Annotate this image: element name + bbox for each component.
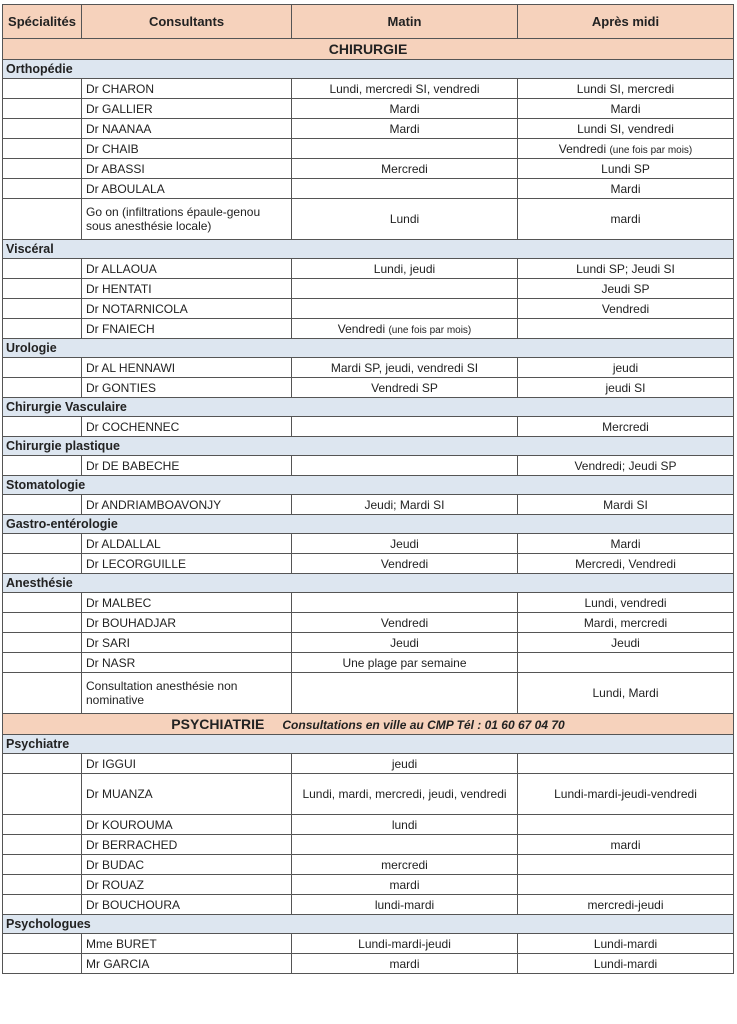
- consultant-name: Dr AL HENNAWI: [82, 358, 292, 378]
- consultant-name: Dr KOUROUMA: [82, 815, 292, 835]
- consultant-name: Dr NASR: [82, 653, 292, 673]
- consultant-name: Dr ROUAZ: [82, 875, 292, 895]
- table-row: [3, 774, 734, 815]
- matin-value: Vendredi: [337, 321, 386, 336]
- consultant-name: Dr DE BABECHE: [82, 456, 292, 476]
- header-consultants: Consultants: [82, 5, 292, 39]
- consultant-name: Dr SARI: [82, 633, 292, 653]
- matin-cell: Vendredi SP: [292, 378, 518, 398]
- matin-cell: mercredi: [292, 855, 518, 875]
- apres-midi-cell: [518, 855, 734, 875]
- matin-cell: [292, 139, 518, 159]
- section-psychiatrie: [3, 714, 734, 735]
- apres-midi-cell: Lundi-mardi: [518, 934, 734, 954]
- consultant-name: Dr GONTIES: [82, 378, 292, 398]
- apres-midi-cell: [518, 815, 734, 835]
- consultant-name: Dr BERRACHED: [82, 835, 292, 855]
- table-row: [3, 495, 734, 515]
- matin-cell: [292, 319, 518, 339]
- apres-midi-cell: Mercredi: [518, 417, 734, 437]
- matin-cell: mardi: [292, 875, 518, 895]
- matin-cell: [292, 456, 518, 476]
- specialty-anesthesie: [3, 574, 734, 593]
- specialty-stomatologie: [3, 476, 734, 495]
- consultant-name: Dr BOUCHOURA: [82, 895, 292, 915]
- section-title-psychiatrie: PSYCHIATRIE: [171, 716, 265, 732]
- apres-midi-cell: Lundi-mardi-jeudi-vendredi: [518, 774, 734, 815]
- table-row: [3, 835, 734, 855]
- table-row: [3, 159, 734, 179]
- apres-midi-cell: Mardi: [518, 99, 734, 119]
- matin-cell: [292, 835, 518, 855]
- matin-cell: Lundi-mardi-jeudi: [292, 934, 518, 954]
- table-row: [3, 79, 734, 99]
- section-subtitle-psychiatrie: Consultations en ville au CMP Tél : 01 60 67 04 70: [282, 718, 565, 732]
- matin-cell: Vendredi: [292, 613, 518, 633]
- consultant-name: Dr ANDRIAMBOAVONJY: [82, 495, 292, 515]
- specialty-label: Viscéral: [3, 240, 734, 259]
- section-chirurgie: [3, 39, 734, 60]
- consultant-name: Dr IGGUI: [82, 754, 292, 774]
- apres-midi-cell: jeudi SI: [518, 378, 734, 398]
- consultant-name: Dr MALBEC: [82, 593, 292, 613]
- apres-midi-cell: Jeudi: [518, 633, 734, 653]
- table-row: [3, 875, 734, 895]
- apres-midi-cell: mardi: [518, 835, 734, 855]
- table-row: [3, 815, 734, 835]
- consultant-name: Dr BUDAC: [82, 855, 292, 875]
- matin-cell: Mardi: [292, 119, 518, 139]
- specialty-label: Anesthésie: [3, 574, 734, 593]
- consultant-name: Dr GALLIER: [82, 99, 292, 119]
- specialty-label: Psychiatre: [3, 735, 734, 754]
- header-row: [3, 5, 734, 39]
- table-row: [3, 855, 734, 875]
- matin-cell: [292, 417, 518, 437]
- header-matin: Matin: [292, 5, 518, 39]
- specialty-visceral: [3, 240, 734, 259]
- consultant-name: Dr FNAIECH: [82, 319, 292, 339]
- apres-midi-cell: Jeudi SP: [518, 279, 734, 299]
- apres-midi-cell: [518, 139, 734, 159]
- matin-cell: Vendredi: [292, 554, 518, 574]
- specialty-chirurgie-plastique: [3, 437, 734, 456]
- matin-cell: Lundi: [292, 199, 518, 240]
- matin-cell: [292, 299, 518, 319]
- matin-cell: Mardi SP, jeudi, vendredi SI: [292, 358, 518, 378]
- consultant-name: Dr CHARON: [82, 79, 292, 99]
- table-row: [3, 119, 734, 139]
- consultant-name: Dr ABOULALA: [82, 179, 292, 199]
- specialty-psychologues: [3, 915, 734, 934]
- apres-midi-cell: [518, 875, 734, 895]
- specialty-label: Psychologues: [3, 915, 734, 934]
- matin-cell: Jeudi: [292, 633, 518, 653]
- specialty-gastro-enterologie: [3, 515, 734, 534]
- matin-cell: Lundi, mercredi SI, vendredi: [292, 79, 518, 99]
- apres-midi-cell: Lundi SP: [518, 159, 734, 179]
- apres-midi-cell: Vendredi; Jeudi SP: [518, 456, 734, 476]
- apres-midi-cell: Mardi SI: [518, 495, 734, 515]
- specialty-orthopedie: [3, 60, 734, 79]
- specialty-label: Chirurgie Vasculaire: [3, 398, 734, 417]
- apres-midi-cell: Vendredi: [518, 299, 734, 319]
- table-row: [3, 199, 734, 240]
- apres-midi-cell: Mercredi, Vendredi: [518, 554, 734, 574]
- apres-midi-cell: [518, 754, 734, 774]
- matin-cell: Mardi: [292, 99, 518, 119]
- matin-cell: lundi: [292, 815, 518, 835]
- matin-cell: [292, 279, 518, 299]
- consultant-name: Mme BURET: [82, 934, 292, 954]
- consultant-name: Dr ABASSI: [82, 159, 292, 179]
- specialty-label: Orthopédie: [3, 60, 734, 79]
- matin-cell: Lundi, mardi, mercredi, jeudi, vendredi: [292, 774, 518, 815]
- matin-cell: lundi-mardi: [292, 895, 518, 915]
- consultant-name: Dr NAANAA: [82, 119, 292, 139]
- table-row: [3, 554, 734, 574]
- apres-midi-cell: Lundi SI, mercredi: [518, 79, 734, 99]
- table-row: [3, 954, 734, 974]
- table-row: [3, 378, 734, 398]
- matin-cell: Jeudi; Mardi SI: [292, 495, 518, 515]
- matin-cell: [292, 593, 518, 613]
- consultant-name: Dr MUANZA: [82, 774, 292, 815]
- specialty-chirurgie-vasculaire: [3, 398, 734, 417]
- table-row: [3, 633, 734, 653]
- matin-cell: mardi: [292, 954, 518, 974]
- apres-midi-cell: Lundi, vendredi: [518, 593, 734, 613]
- apres-midi-cell: Lundi SP; Jeudi SI: [518, 259, 734, 279]
- consultant-name: Dr CHAIB: [82, 139, 292, 159]
- section-title-chirurgie: CHIRURGIE: [3, 39, 734, 60]
- apres-midi-cell: [518, 319, 734, 339]
- table-row: [3, 358, 734, 378]
- table-row: [3, 593, 734, 613]
- matin-cell: Lundi, jeudi: [292, 259, 518, 279]
- specialty-label: Chirurgie plastique: [3, 437, 734, 456]
- table-row: [3, 319, 734, 339]
- matin-cell: Mercredi: [292, 159, 518, 179]
- table-row: [3, 613, 734, 633]
- table-row: [3, 534, 734, 554]
- apres-midi-cell: Mardi: [518, 179, 734, 199]
- apres-midi-value: Vendredi: [558, 141, 607, 156]
- table-row: [3, 673, 734, 714]
- matin-note: (une fois par mois): [388, 324, 472, 336]
- consultant-name: Dr HENTATI: [82, 279, 292, 299]
- consultation-table: [2, 4, 734, 974]
- table-row: [3, 754, 734, 774]
- header-specialites: Spécialités: [3, 5, 82, 39]
- consultant-name: Dr ALDALLAL: [82, 534, 292, 554]
- apres-midi-cell: [518, 653, 734, 673]
- table-row: [3, 279, 734, 299]
- consultant-name: Mr GARCIA: [82, 954, 292, 974]
- table-row: [3, 179, 734, 199]
- apres-midi-cell: mardi: [518, 199, 734, 240]
- matin-cell: Jeudi: [292, 534, 518, 554]
- matin-cell: jeudi: [292, 754, 518, 774]
- table-row: [3, 259, 734, 279]
- consultant-name: Dr LECORGUILLE: [82, 554, 292, 574]
- matin-cell: [292, 179, 518, 199]
- consultant-name: Go on (infiltrations épaule-genou sous anesthésie locale): [82, 199, 292, 240]
- consultant-name: Consultation anesthésie non nominative: [82, 673, 292, 714]
- consultant-name: Dr BOUHADJAR: [82, 613, 292, 633]
- table-row: [3, 934, 734, 954]
- table-row: [3, 417, 734, 437]
- consultant-name: Dr ALLAOUA: [82, 259, 292, 279]
- table-row: [3, 139, 734, 159]
- matin-cell: [292, 673, 518, 714]
- apres-midi-cell: Lundi, Mardi: [518, 673, 734, 714]
- header-apres-midi: Après midi: [518, 5, 734, 39]
- specialty-psychiatre: [3, 735, 734, 754]
- specialty-label: Urologie: [3, 339, 734, 358]
- table-row: [3, 653, 734, 673]
- table-row: [3, 299, 734, 319]
- schedule-sheet: [2, 4, 733, 974]
- apres-midi-cell: Mardi, mercredi: [518, 613, 734, 633]
- apres-midi-cell: Lundi-mardi: [518, 954, 734, 974]
- apres-midi-note: (une fois par mois): [609, 144, 693, 156]
- table-row: [3, 99, 734, 119]
- apres-midi-cell: Mardi: [518, 534, 734, 554]
- matin-cell: Une plage par semaine: [292, 653, 518, 673]
- apres-midi-cell: mercredi-jeudi: [518, 895, 734, 915]
- table-row: [3, 895, 734, 915]
- table-row: [3, 456, 734, 476]
- apres-midi-cell: Lundi SI, vendredi: [518, 119, 734, 139]
- consultant-name: Dr COCHENNEC: [82, 417, 292, 437]
- specialty-label: Stomatologie: [3, 476, 734, 495]
- specialty-urologie: [3, 339, 734, 358]
- apres-midi-cell: jeudi: [518, 358, 734, 378]
- consultant-name: Dr NOTARNICOLA: [82, 299, 292, 319]
- specialty-label: Gastro-entérologie: [3, 515, 734, 534]
